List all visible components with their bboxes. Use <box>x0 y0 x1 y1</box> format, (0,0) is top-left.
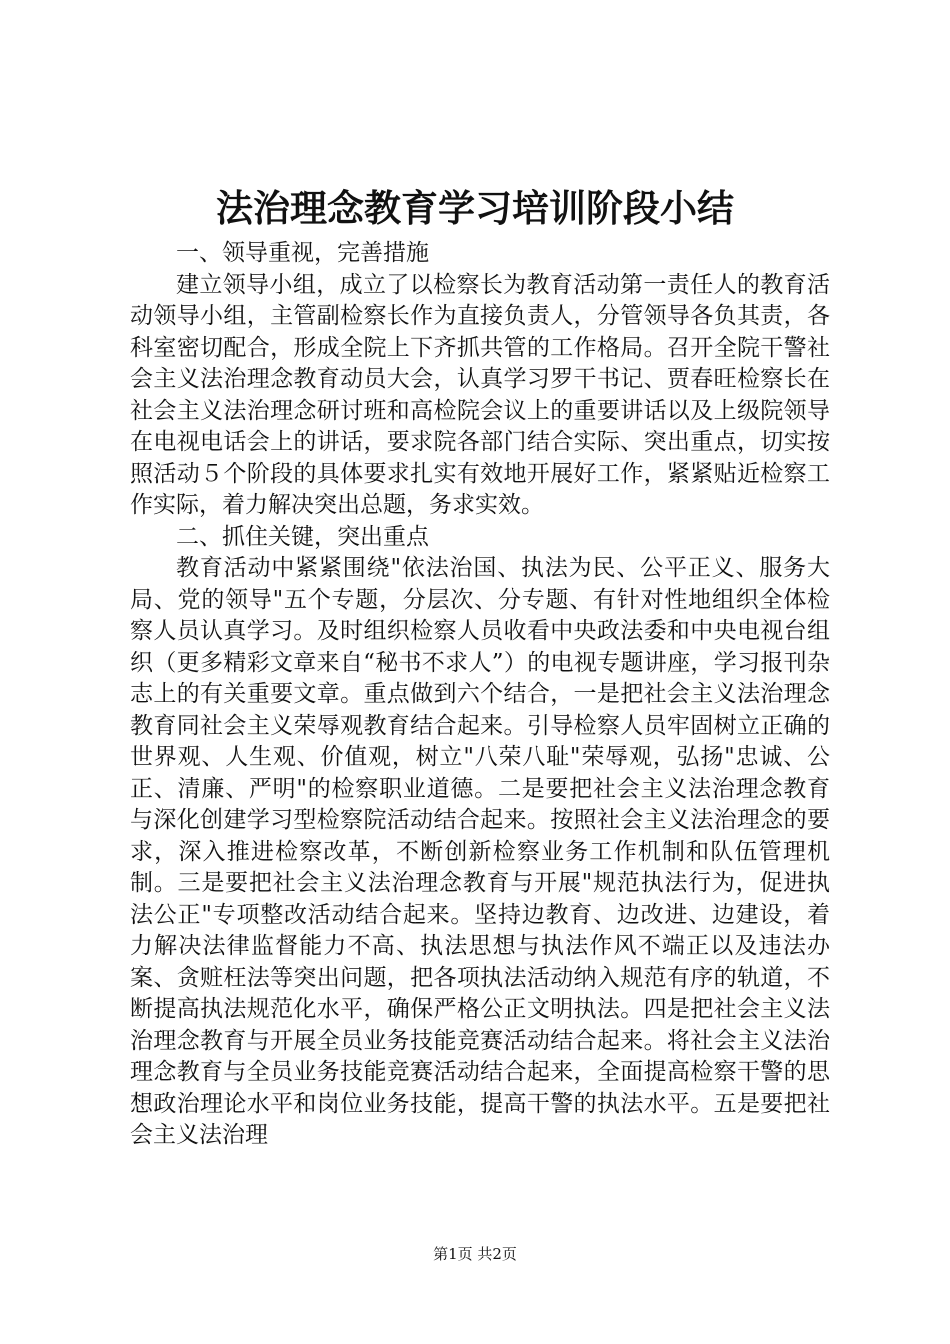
document-title: 法治理念教育学习培训阶段小结 <box>216 186 734 230</box>
section-heading-2: 二、抓住关键，突出重点 <box>176 523 429 550</box>
page-number-footer: 第1页 共2页 <box>433 1245 517 1263</box>
section-heading-1: 一、领导重视，完善措施 <box>176 240 429 266</box>
body-paragraph-2: 教育活动中紧紧围绕"依法治国、执法为民、公平正义、服务大局、党的领导"五个专题，分层次、分专题、有针对性地组织全体检察人员认真学习。及时组织检察人员收看中央政法委和中央电视台组织（更多精彩文章来自“秘书不求人”）的电视专题讲座，学习报刊杂志上的有关重要文章。重点做到六个结合，一是把社会主义法治理念教育同社会主义荣辱观教育结合起来。引导检察人员牢固树立正确的世界观、人生观、价值观，树立"八荣八耻"荣辱观，弘扬"忠诚、公正、清廉、严明"的检察职业道德。二是要把社会主义法治理念教育与深化创建学习型检察院活动结合起来。按照社会主义法治理念的要求，深入推进检察改革，不断创新检察业务工作机制和队伍管理机制。三是要把社会主义法治理念教育与开展"规范执法行为，促进执法公正"专项整改活动结合起来。坚持边教育、边改进、边建设，着力解决法律监督能力不高、执法思想与执法作风不端正以及违法办案、贪赃枉法等突出问题，把各项执法活动纳入规范有序的轨道，不断提高执法规范化水平，确保严格公正文明执法。四是把社会主义法治理念教育与开展全员业务技能竞赛活动结合起来。将社会主义法治理念教育与全员业务技能竞赛活动结合起来，全面提高检察干警的思想政治理论水平和岗位业务技能，提高干警的执法水平。五是要把社会主义法治理 <box>130 555 830 1148</box>
document-body <box>130 238 830 1152</box>
body-paragraph-1: 建立领导小组，成立了以检察长为教育活动第一责任人的教育活动领导小组，主管副检察长作为直接负责人，分管领导各负其责，各科室密切配合，形成全院上下齐抓共管的工作格局。召开全院干警社会主义法治理念教育动员大会，认真学习罗干书记、贾春旺检察长在社会主义法治理念研讨班和高检院会议上的重要讲话以及上级院领导在电视电话会上的讲话，要求院各部门结合实际、突出重点，切实按照活动５个阶段的具体要求扎实有效地开展好工作，紧紧贴近检察工作实际，着力解决突出总题，务求实效。 <box>130 271 830 518</box>
